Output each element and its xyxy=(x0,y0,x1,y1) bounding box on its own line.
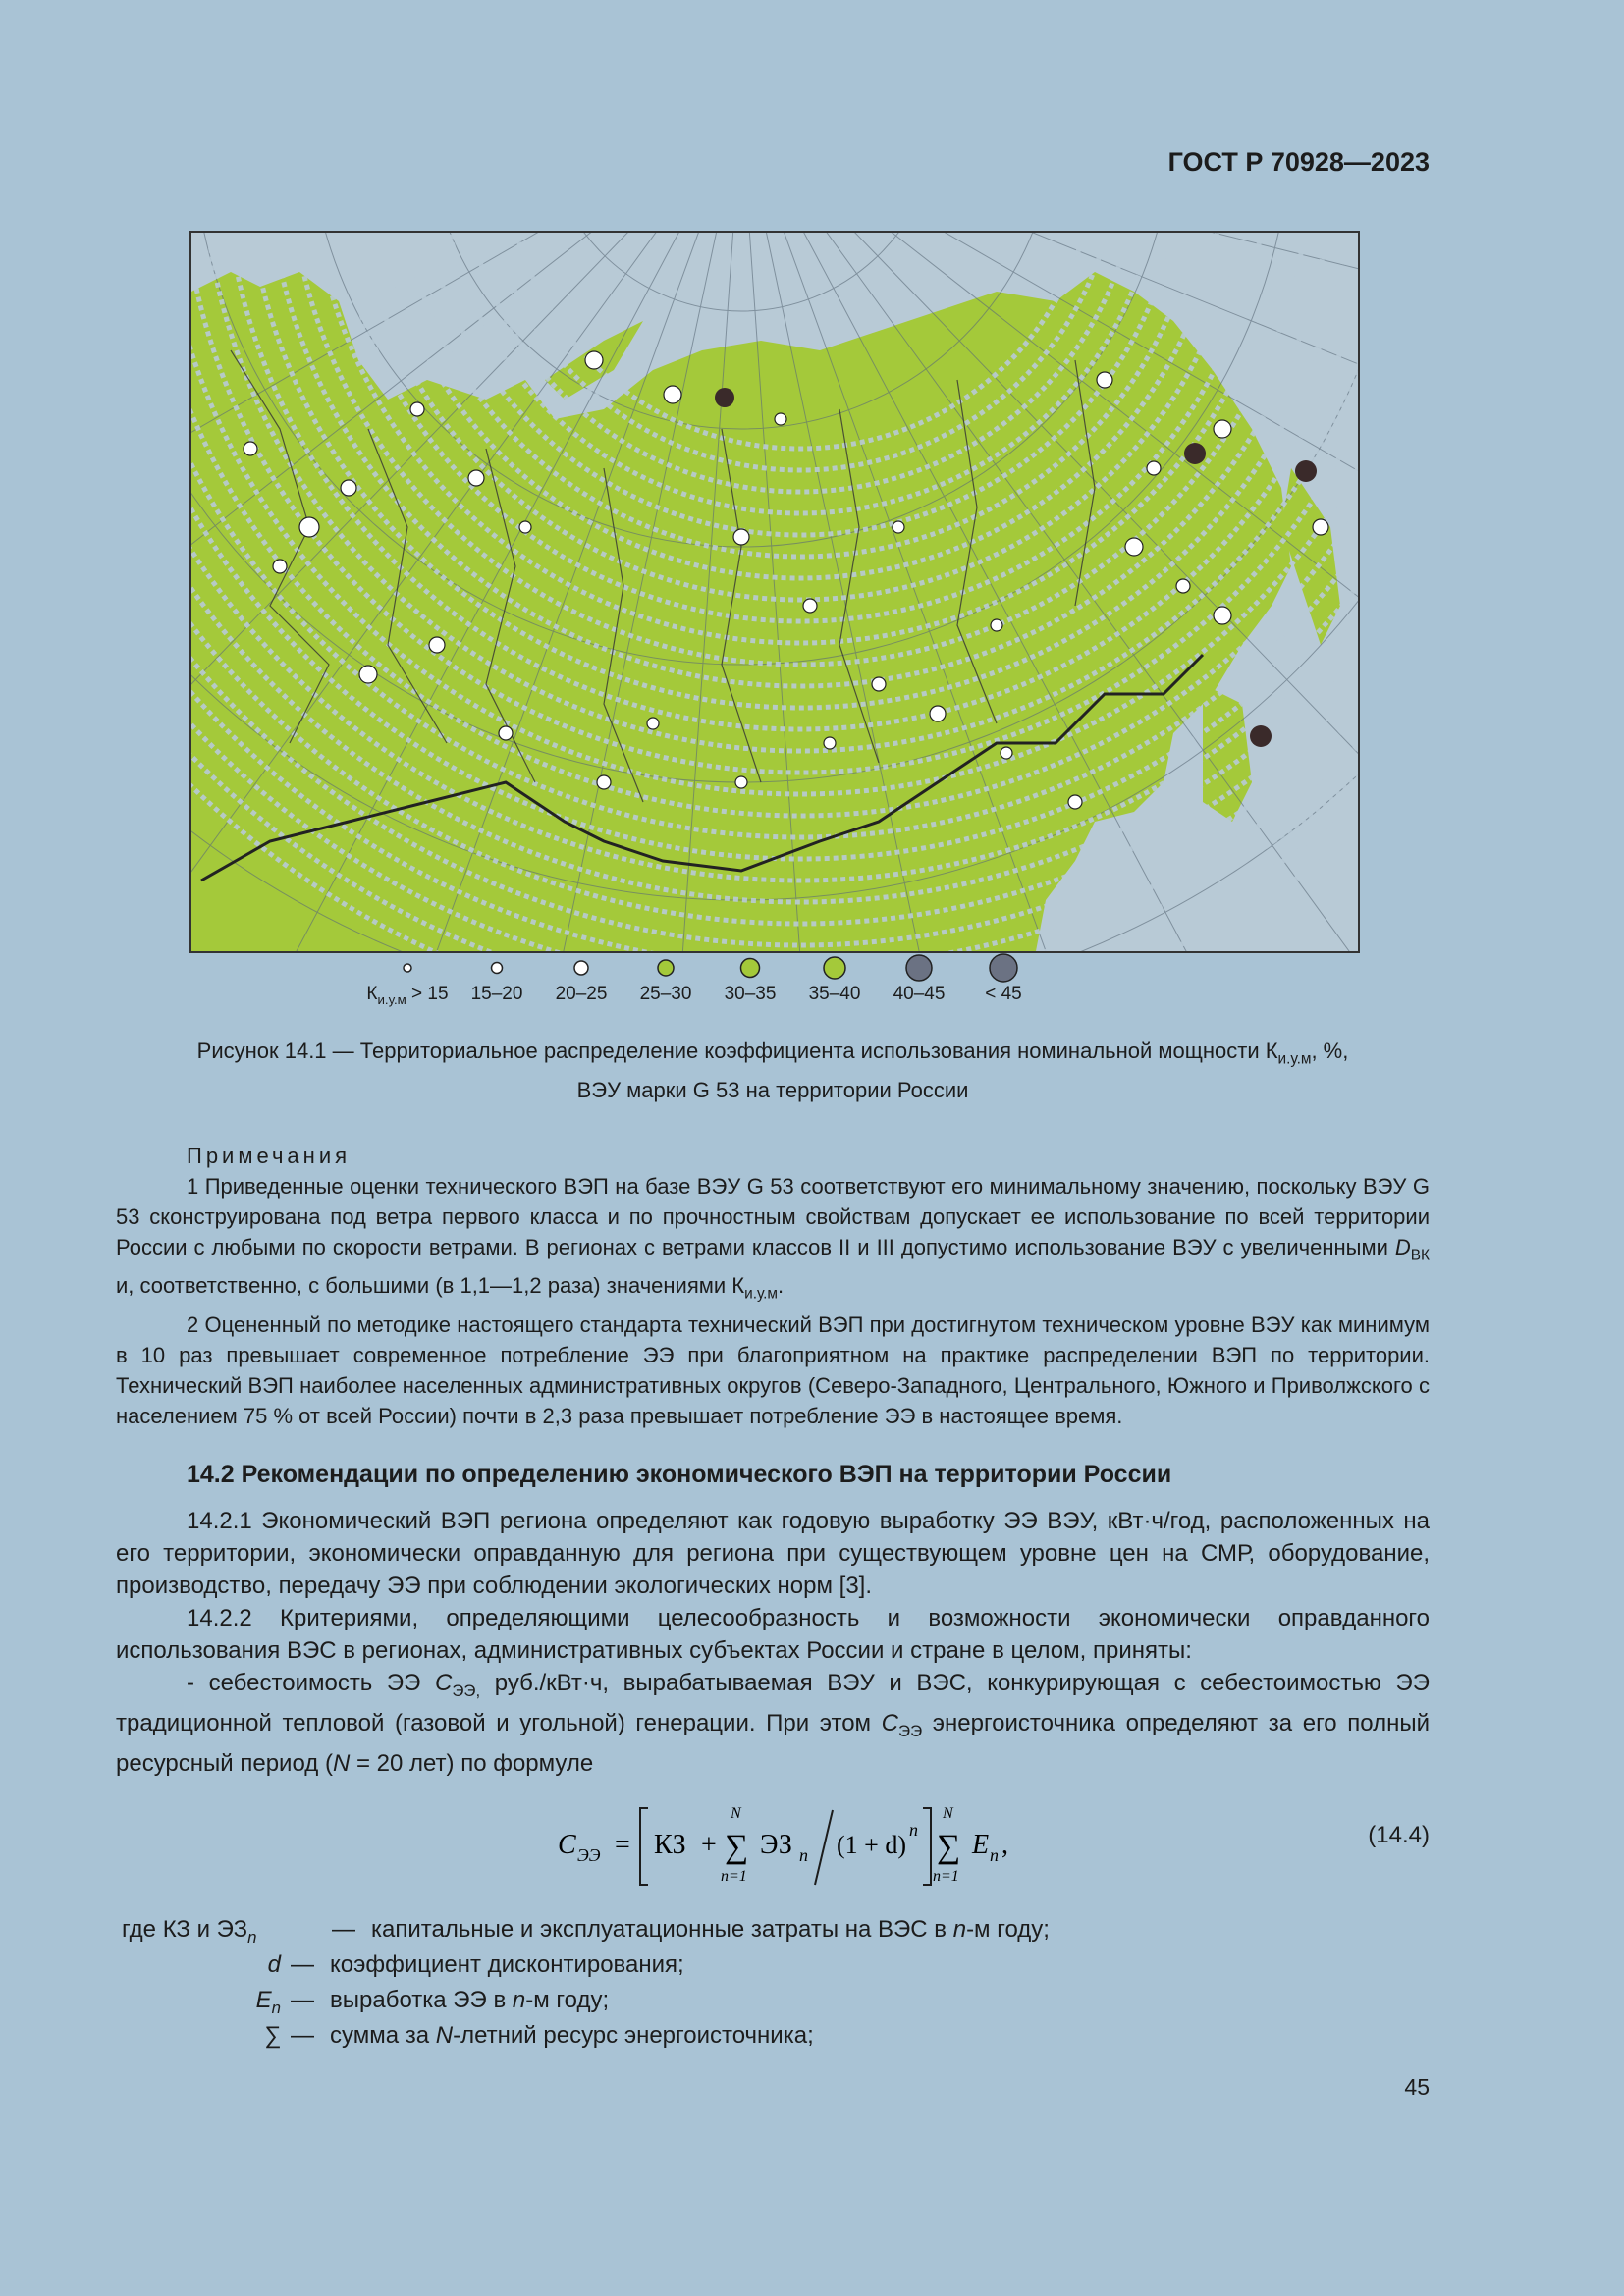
high-value-marker xyxy=(1184,443,1206,464)
figure-caption: Рисунок 14.1 — Территориальное распределение коэффициента использования номинальной мощности $К_{и.у.м}$, %, ВЭУ марки G 53 на территории России xyxy=(196,1039,1349,1103)
notes-title: Примечания xyxy=(187,1144,352,1168)
station-marker xyxy=(991,619,1002,631)
formula-sum2: ∑ xyxy=(937,1829,961,1865)
definition-symbol: где КЗ и $ЭЗ_n$ xyxy=(122,1916,257,1947)
legend-item xyxy=(711,952,789,1005)
station-marker xyxy=(803,599,817,613)
legend-marker-icon xyxy=(650,952,681,984)
station-marker xyxy=(775,413,786,425)
formula-ez: ЭЗ xyxy=(760,1830,792,1860)
notes-block xyxy=(116,1141,1430,1431)
formula-bracket-right xyxy=(923,1808,931,1885)
high-value-marker xyxy=(715,388,734,407)
definition-row xyxy=(116,2018,1430,2054)
formula-ez-sub: n xyxy=(799,1845,808,1865)
station-marker xyxy=(930,706,946,721)
definition-symbol: $E_n$ xyxy=(255,1987,281,2017)
paragraph-14-2-2: 14.2.2 Критериями, определяющими целесообразность и возможности экономически оправданного использования ВЭС в регионах, административных субъектах России и стране в целом, приняты: xyxy=(116,1605,1430,1664)
station-marker xyxy=(597,775,611,789)
legend-label: 25–30 xyxy=(639,984,692,1004)
legend-label: 40–45 xyxy=(893,984,946,1004)
document-id: ГОСТ Р 70928—2023 xyxy=(1167,147,1430,177)
station-marker xyxy=(1001,747,1012,759)
page-number: 45 xyxy=(1404,2074,1430,2100)
legend-marker-icon xyxy=(392,952,423,984)
formula-number: (14.4) xyxy=(1368,1822,1430,1848)
station-marker xyxy=(647,718,659,729)
legend-item xyxy=(795,952,874,1005)
station-marker xyxy=(410,402,424,416)
section-14-2 xyxy=(116,1459,1430,1780)
legend-marker-icon xyxy=(988,952,1019,984)
note-2: 2 Оцененный по методике настоящего стандарта технический ВЭП при достигнутом техническом уровне ВЭУ как минимум в 10 раз превышает современное потребление ЭЭ при благоприятном на практике распределении ВЭП по территории. Технический ВЭП наиболее населенных административных округов (Северо-Западного, Центрального, Южного и Приволжского с населением 75 % от всей России) почти в 2,3 раза превышает потребление ЭЭ в настоящее время. xyxy=(116,1311,1430,1428)
station-marker xyxy=(872,677,886,691)
formula-e-sub: n xyxy=(990,1845,999,1865)
formula-sum2-bottom: n=1 xyxy=(933,1868,959,1885)
formula-plus: + xyxy=(701,1830,717,1860)
legend-item xyxy=(626,952,705,1005)
station-marker xyxy=(341,480,356,496)
station-marker xyxy=(1097,372,1112,388)
station-marker xyxy=(1125,538,1143,556)
station-marker xyxy=(1068,795,1082,809)
definition-dash: — xyxy=(291,2022,314,2049)
station-marker xyxy=(299,517,319,537)
station-marker xyxy=(824,737,836,749)
legend-marker-icon xyxy=(481,952,513,984)
legend-item xyxy=(353,952,461,1007)
station-marker xyxy=(664,386,681,403)
station-marker xyxy=(499,726,513,740)
legend-label: $К_{и.у.м} > 15$ xyxy=(366,984,449,1007)
formula-graphic xyxy=(538,1796,1147,1895)
station-marker xyxy=(893,521,904,533)
formula-lhs-sub: ЭЭ xyxy=(577,1845,601,1865)
formula-sum2-top: N xyxy=(943,1805,953,1822)
definition-text: капитальные и эксплуатационные затраты на ВЭС в n-м году; xyxy=(371,1916,1050,1943)
formula-e: E xyxy=(972,1830,990,1860)
station-marker xyxy=(1147,461,1161,475)
formula-lhs: С xyxy=(558,1830,576,1860)
formula-14-4 xyxy=(116,1796,1430,1895)
definition-symbol: d xyxy=(267,1951,281,1978)
legend-marker-icon xyxy=(734,952,766,984)
formula-equals: = xyxy=(615,1830,630,1860)
high-value-marker xyxy=(1295,460,1317,482)
station-marker xyxy=(735,776,747,788)
legend-marker-icon xyxy=(819,952,850,984)
legend-marker-icon xyxy=(903,952,935,984)
legend-label: 20–25 xyxy=(555,984,608,1004)
legend-label: < 45 xyxy=(985,984,1022,1004)
formula-exponent: n xyxy=(909,1820,918,1840)
high-value-marker xyxy=(1250,725,1272,747)
note-1: 1 Приведенные оценки технического ВЭП на базе ВЭУ G 53 соответствуют его минимальному значению, поскольку ВЭУ G 53 сконструирована под ветра первого класса и по прочностным свойствам допускает ее использование по всей территории России с любыми по скорости ветрами. В регионах с ветрами классов II и III допустимо использование ВЭУ с увеличенными $D_{ВК}$ и, соответственно, с большими (в 1,1—1,2 раза) значениями $К_{и.у.м}$. xyxy=(116,1174,1430,1303)
definition-dash: — xyxy=(332,1916,355,1943)
legend-item xyxy=(880,952,958,1005)
legend-label: 30–35 xyxy=(724,984,777,1004)
definition-text: выработка ЭЭ в n-м году; xyxy=(330,1987,610,2013)
station-marker xyxy=(519,521,531,533)
legend-item xyxy=(458,952,536,1005)
legend-item xyxy=(964,952,1043,1005)
legend-label: 35–40 xyxy=(808,984,861,1004)
formula-denominator: (1 + d) xyxy=(837,1831,906,1859)
formula-definitions xyxy=(116,1912,1430,2054)
station-marker xyxy=(468,470,484,486)
formula-sum1-top: N xyxy=(731,1805,741,1822)
definition-symbol: ∑ xyxy=(263,2022,281,2049)
formula-comma: , xyxy=(1001,1830,1008,1860)
definition-row xyxy=(116,1948,1430,1983)
definition-row xyxy=(116,1912,1430,1948)
paragraph-14-2-1: 14.2.1 Экономический ВЭП региона определяют как годовую выработку ЭЭ ВЭУ, кВт·ч/год, расположенных на его территории, экономически оправданную для региона при существующем уровне цен на СМР, оборудование, производство, передачу ЭЭ при соблюдении экологических норм [3]. xyxy=(116,1508,1430,1599)
formula-kz: КЗ xyxy=(654,1830,686,1860)
legend-marker-icon xyxy=(566,952,597,984)
definition-dash: — xyxy=(291,1987,314,2013)
formula-bracket-left xyxy=(640,1808,648,1885)
legend-item xyxy=(542,952,621,1005)
section-heading: 14.2 Рекомендации по определению экономического ВЭП на территории России xyxy=(187,1461,1172,1488)
russia-wind-map xyxy=(189,231,1360,953)
station-marker xyxy=(429,637,445,653)
station-marker xyxy=(733,529,749,545)
map-legend xyxy=(366,952,1080,1011)
formula-sum1: ∑ xyxy=(725,1829,749,1865)
station-marker xyxy=(273,560,287,573)
station-marker xyxy=(1214,420,1231,438)
formula-sum1-bottom: n=1 xyxy=(721,1868,747,1885)
map-graphic xyxy=(191,233,1358,951)
definition-row xyxy=(116,1983,1430,2018)
station-marker xyxy=(585,351,603,369)
station-marker xyxy=(1214,607,1231,624)
station-marker xyxy=(1313,519,1328,535)
station-marker xyxy=(1176,579,1190,593)
paragraph-criteria: - себестоимость ЭЭ $С_{ЭЭ,}$ руб./кВт·ч, вырабатываемая ВЭУ и ВЭС, конкурирующая с себестоимостью ЭЭ традиционной тепловой (газовой и угольной) генерации. При этом $С_{ЭЭ}$ энергоисточника определяют за его полный ресурсный период (N = 20 лет) по формуле xyxy=(116,1670,1431,1777)
definition-text: коэффициент дисконтирования; xyxy=(330,1951,684,1978)
formula-slash xyxy=(815,1810,833,1885)
station-marker xyxy=(359,666,377,683)
station-marker xyxy=(244,442,257,455)
legend-label: 15–20 xyxy=(470,984,523,1004)
definition-dash: — xyxy=(291,1951,314,1978)
definition-text: сумма за N-летний ресурс энергоисточника; xyxy=(330,2022,814,2049)
